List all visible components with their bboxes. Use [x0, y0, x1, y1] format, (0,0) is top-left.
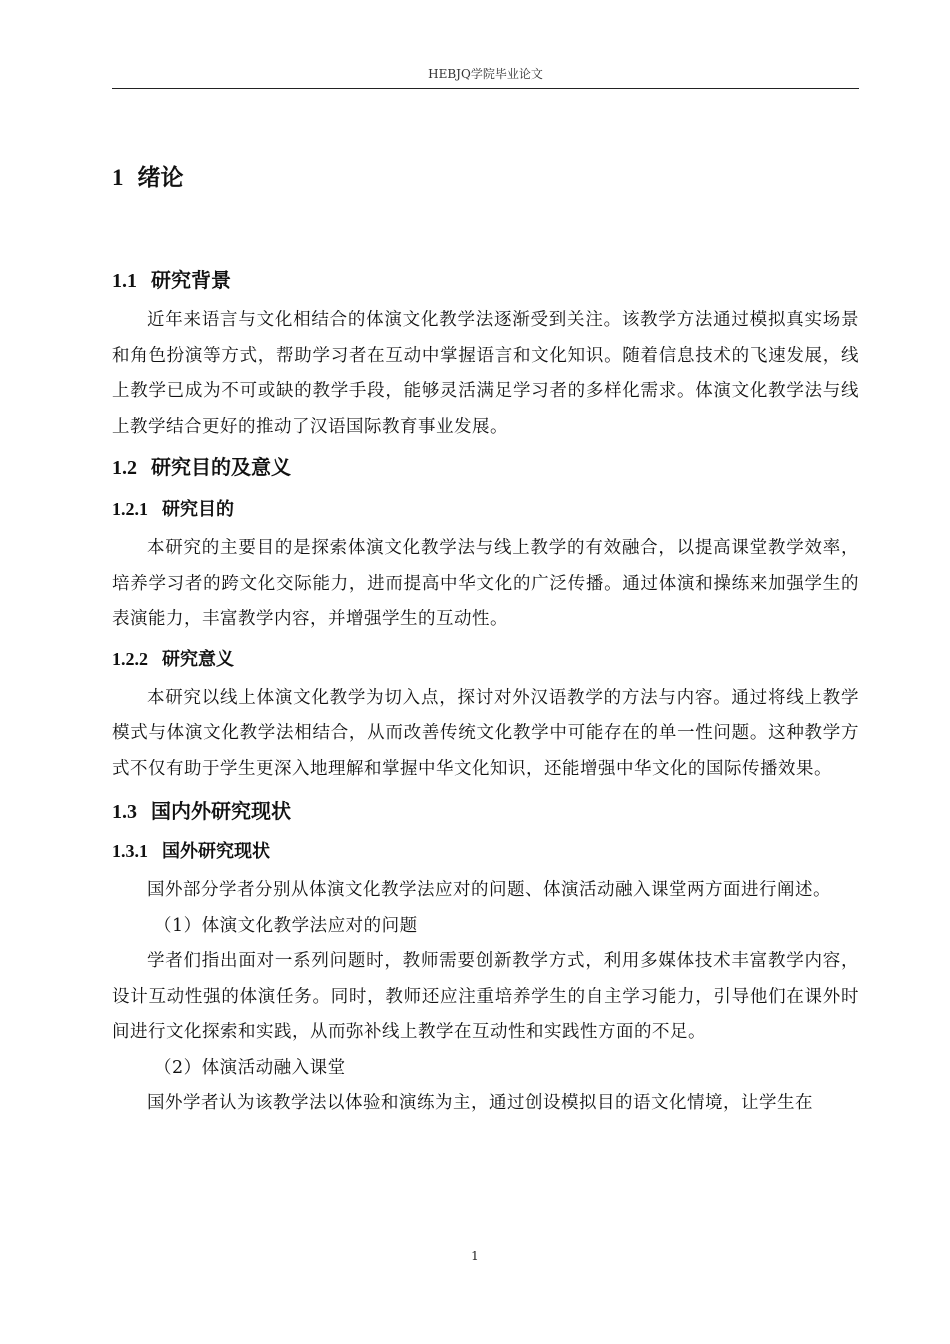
section-number: 1.2 [112, 457, 137, 479]
subsection-number: 1.3.1 [112, 841, 148, 861]
list-heading-2: （2）体演活动融入课堂 [154, 1057, 346, 1078]
header-rule [112, 88, 859, 89]
list-heading-1: （1）体演文化教学法应对的问题 [154, 915, 418, 936]
chapter-number: 1 [112, 165, 124, 190]
paragraph-background: 近年来语言与文化相结合的体演文化教学法逐渐受到关注。该教学方法通过模拟真实场景和角色扮演等方式，帮助学习者在互动中掌握语言和文化知识。随着信息技术的飞速发展，线上教学已成为不可或缺的教学手段，能够灵活满足学习者的多样化需求。体演文化教学法与线上教学结合更好的推动了汉语国际教育事业发展。 [112, 310, 859, 437]
section-heading-1-1 [112, 264, 859, 297]
section-title: 研究目的及意义 [151, 455, 291, 479]
subsection-heading-1-3-1 [112, 836, 859, 867]
subsection-number: 1.2.2 [112, 648, 148, 669]
chapter-title: 绪论 [137, 165, 184, 191]
section-title: 研究背景 [151, 268, 231, 292]
paragraph-significance: 本研究以线上体演文化教学为切入点，探讨对外汉语教学的方法与内容。通过将线上教学模式与体演文化教学法相结合，从而改善传统文化教学中可能存在的单一性问题。这种教学方式不仅有助于学生更深入地理解和掌握中华文化知识，还能增强中华文化的国际传播效果。 [112, 687, 859, 779]
chapter-heading [112, 160, 859, 196]
section-number: 1.1 [112, 270, 137, 292]
subsection-title: 研究目的 [162, 499, 234, 520]
section-heading-1-3 [112, 795, 859, 828]
paragraph-classroom: 国外学者认为该教学法以体验和演练为主，通过创设模拟目的语文化情境，让学生在 [147, 1093, 813, 1113]
paragraph-purpose: 本研究的主要目的是探索体演文化教学法与线上教学的有效融合，以提高课堂教学效率，培养学习者的跨文化交际能力，进而提高中华文化的广泛传播。通过体演和操练来加强学生的表演能力，丰富教学内容，并增强学生的互动性。 [112, 538, 859, 629]
paragraph-foreign-intro: 国外部分学者分别从体演文化教学法应对的问题、体演活动融入课堂两方面进行阐述。 [147, 880, 831, 900]
subsection-title: 国外研究现状 [162, 841, 270, 862]
section-title: 国内外研究现状 [151, 799, 291, 823]
subsection-title: 研究意义 [162, 648, 234, 670]
subsection-number: 1.2.1 [112, 499, 148, 519]
subsection-heading-1-2-2 [112, 644, 859, 675]
page-number: 1 [471, 1249, 479, 1263]
paragraph-problems: 学者们指出面对一系列问题时，教师需要创新教学方式，利用多媒体技术丰富教学内容，设计互动性强的体演任务。同时，教师还应注重培养学生的自主学习能力，引导他们在课外时间进行文化探索和实践，从而弥补线上教学在互动性和实践性方面的不足。 [112, 951, 859, 1042]
section-heading-1-2 [112, 451, 859, 484]
section-number: 1.3 [112, 801, 137, 823]
main-content [112, 160, 859, 1122]
running-header: HEBJQ学院毕业论文 [428, 67, 543, 81]
subsection-heading-1-2-1 [112, 494, 859, 525]
